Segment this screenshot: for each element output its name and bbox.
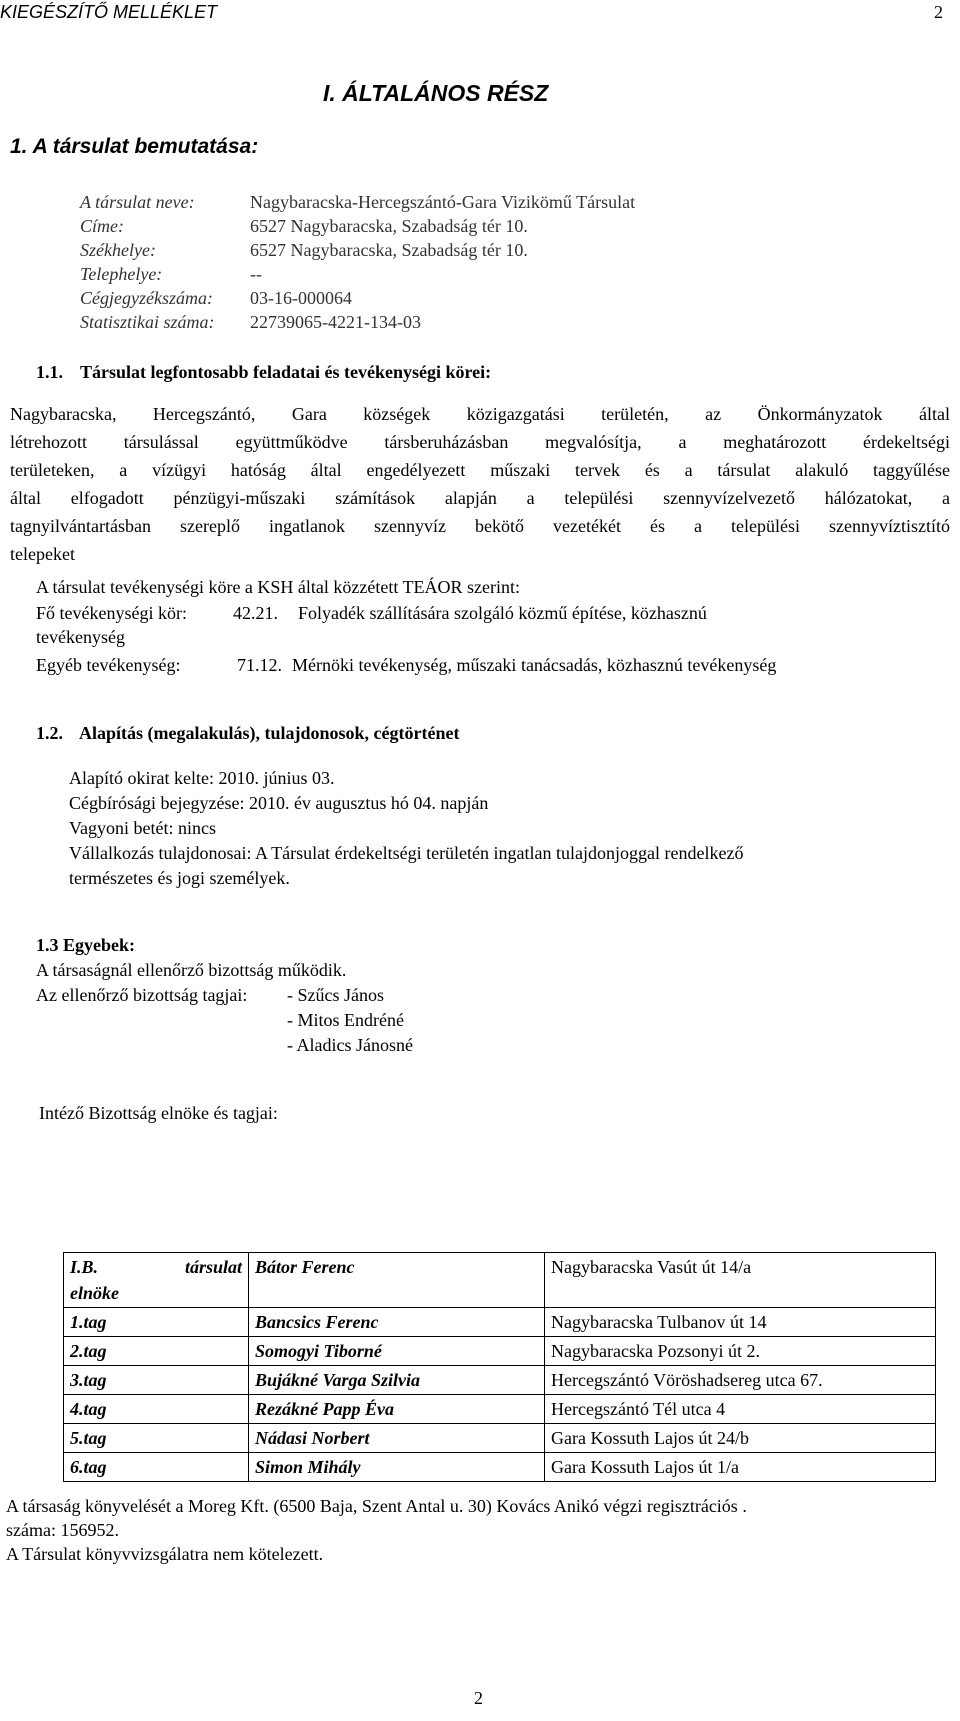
info-label-seat: Székhelye: bbox=[80, 240, 156, 260]
table-row bbox=[64, 1453, 936, 1482]
paragraph-line: tagnyilvántartásban szereplő ingatlanok szennyvíz bekötő vezetékét és a települési szennyvíztisztító bbox=[10, 516, 950, 536]
main-activity-text: Folyadék szállítására szolgáló közmű építése, közhasznú bbox=[298, 603, 707, 623]
address-cell: Nagybaracska Pozsonyi út 2. bbox=[545, 1337, 936, 1366]
role-cell: 5.tag bbox=[64, 1424, 249, 1453]
paragraph-line: által elfogadott pénzügyi-műszaki számítások alapján a települési szennyvízelvezető hálózatokat, a bbox=[10, 488, 950, 508]
other-activity-text: Mérnöki tevékenység, műszaki tanácsadás, közhasznú tevékenység bbox=[292, 655, 777, 675]
name-cell: Bátor Ferenc bbox=[249, 1253, 545, 1308]
board-title: Intéző Bizottság elnöke és tagjai: bbox=[39, 1103, 278, 1123]
info-label-name: A társulat neve: bbox=[80, 192, 195, 212]
table-row bbox=[64, 1395, 936, 1424]
info-label-stat: Statisztikai száma: bbox=[80, 312, 215, 332]
name-cell: Somogyi Tiborné bbox=[249, 1337, 545, 1366]
audit-line: A Társulat könyvvizsgálatra nem kötelezett. bbox=[6, 1544, 324, 1564]
registration-date: Cégbírósági bejegyzése: 2010. év augusztus hó 04. napján bbox=[69, 793, 489, 813]
bookkeeping-line: A társaság könyvelését a Moreg Kft. (6500 Baja, Szent Antal u. 30) Kovács Anikó végzi regisztrációs . bbox=[6, 1496, 747, 1516]
section-1-1-number: 1.1. bbox=[36, 362, 63, 382]
role-cell: 6.tag bbox=[64, 1453, 249, 1482]
main-activity-code: 42.21. bbox=[233, 603, 278, 623]
info-value-stat: 22739065-4221-134-03 bbox=[250, 312, 421, 332]
role-cell bbox=[64, 1253, 249, 1308]
info-label-address: Címe: bbox=[80, 216, 124, 236]
table-row bbox=[64, 1337, 936, 1366]
paragraph-line: területeken, a vízügyi hatóság által engedélyezett műszaki tervek és a társulat alakuló taggyűlése bbox=[10, 460, 950, 480]
section-1-3-title: 1.3 Egyebek: bbox=[36, 935, 135, 955]
chair-role-a: I.B. bbox=[70, 1257, 99, 1277]
teaor-intro: A társulat tevékenységi köre a KSH által közzétett TEÁOR szerint: bbox=[36, 577, 521, 597]
info-value-name: Nagybaracska-Hercegszántó-Gara Vizikömű Társulat bbox=[250, 192, 636, 212]
name-cell: Bancsics Ferenc bbox=[249, 1308, 545, 1337]
role-cell: 4.tag bbox=[64, 1395, 249, 1424]
section-1-1-title: Társulat legfontosabb feladatai és tevékenységi körei: bbox=[80, 362, 492, 382]
supervisory-line: A társaságnál ellenőrző bizottság működik. bbox=[36, 960, 347, 980]
capital-line: Vagyoni betét: nincs bbox=[69, 818, 216, 838]
member-item: - Szűcs János bbox=[287, 985, 384, 1005]
chair-role-b: társulat bbox=[184, 1257, 242, 1277]
info-value-address: 6527 Nagybaracska, Szabadság tér 10. bbox=[250, 216, 528, 236]
main-activity-label: Fő tevékenységi kör: bbox=[36, 603, 187, 623]
info-value-registry: 03-16-000064 bbox=[250, 288, 352, 308]
name-cell: Rezákné Papp Éva bbox=[249, 1395, 545, 1424]
members-label: Az ellenőrző bizottság tagjai: bbox=[36, 985, 248, 1005]
section-1-2-number: 1.2. bbox=[36, 723, 63, 743]
main-activity-text-cont: tevékenység bbox=[36, 627, 125, 647]
subsection-title: 1. A társulat bemutatása: bbox=[10, 135, 259, 158]
header-title: KIEGÉSZÍTŐ MELLÉKLET bbox=[0, 2, 218, 22]
address-cell: Nagybaracska Tulbanov út 14 bbox=[545, 1308, 936, 1337]
section-1-2-title: Alapítás (megalakulás), tulajdonosok, cégtörténet bbox=[79, 723, 460, 743]
role-cell: 1.tag bbox=[64, 1308, 249, 1337]
address-cell: Hercegszántó Vöröshadsereg utca 67. bbox=[545, 1366, 936, 1395]
info-label-site: Telephelye: bbox=[80, 264, 163, 284]
paragraph-line: Nagybaracska, Hercegszántó, Gara községek közigazgatási területén, az Önkormányzatok által bbox=[10, 404, 950, 424]
address-cell: Gara Kossuth Lajos út 1/a bbox=[545, 1453, 936, 1482]
member-item: - Mitos Endréné bbox=[287, 1010, 404, 1030]
info-value-seat: 6527 Nagybaracska, Szabadság tér 10. bbox=[250, 240, 528, 260]
other-activity-label: Egyéb tevékenység: bbox=[36, 655, 181, 675]
name-cell: Bujákné Varga Szilvia bbox=[249, 1366, 545, 1395]
member-item: - Aladics Jánosné bbox=[287, 1035, 413, 1055]
table-row bbox=[64, 1308, 936, 1337]
founding-date: Alapító okirat kelte: 2010. június 03. bbox=[69, 768, 335, 788]
address-cell: Hercegszántó Tél utca 4 bbox=[545, 1395, 936, 1424]
name-cell: Simon Mihály bbox=[249, 1453, 545, 1482]
section-title: I. ÁLTALÁNOS RÉSZ bbox=[323, 80, 549, 106]
table-row bbox=[64, 1253, 936, 1308]
board-table bbox=[63, 1252, 936, 1482]
header-page-number: 2 bbox=[934, 2, 943, 22]
table-row bbox=[64, 1424, 936, 1453]
footer-page-number: 2 bbox=[474, 1688, 483, 1708]
address-cell: Nagybaracska Vasút út 14/a bbox=[545, 1253, 936, 1308]
address-cell: Gara Kossuth Lajos út 24/b bbox=[545, 1424, 936, 1453]
other-activity-code: 71.12. bbox=[237, 655, 282, 675]
paragraph-line: létrehozott társulással együttműködve társberuházásban megvalósítja, a meghatározott érdekeltségi bbox=[10, 432, 950, 452]
role-cell: 2.tag bbox=[64, 1337, 249, 1366]
table-row bbox=[64, 1366, 936, 1395]
owners-line-cont: természetes és jogi személyek. bbox=[69, 868, 290, 888]
info-value-site: -- bbox=[250, 264, 262, 284]
name-cell: Nádasi Norbert bbox=[249, 1424, 545, 1453]
info-label-registry: Cégjegyzékszáma: bbox=[80, 288, 213, 308]
role-cell: 3.tag bbox=[64, 1366, 249, 1395]
owners-line: Vállalkozás tulajdonosai: A Társulat érdekeltségi területén ingatlan tulajdonjoggal rendelkező bbox=[69, 843, 744, 863]
section-1-1-paragraph bbox=[10, 400, 950, 568]
chair-role-c: elnöke bbox=[70, 1283, 119, 1303]
paragraph-line: telepeket bbox=[10, 544, 75, 564]
bookkeeping-line-cont: száma: 156952. bbox=[6, 1520, 119, 1540]
